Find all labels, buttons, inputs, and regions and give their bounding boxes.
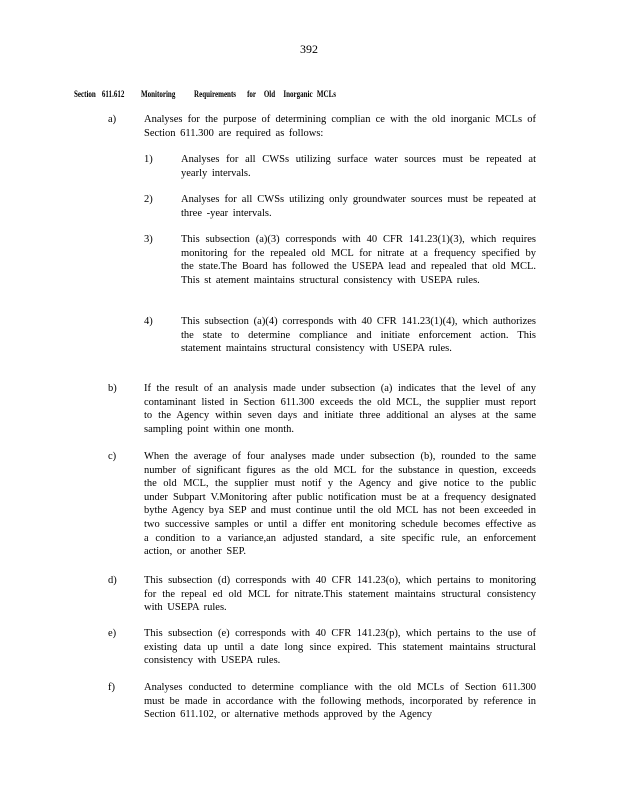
paragraph-text: Analyses for all CWSs utilizing surface water sources must be repeated at yearly intervals. (181, 154, 536, 179)
subsection-label: a) (108, 114, 117, 125)
subsection-label: f) (108, 682, 115, 693)
subsection-text: Analyses conducted to determine compliance with the old MCLs of Section 611.300 must be made in accordance with the following methods, incorporated by reference in Section 611.102, or alternative methods approved by the Agency (144, 682, 536, 721)
heading-word: for (247, 89, 257, 99)
heading-word: MCLs (316, 89, 336, 99)
paragraph-text: Analyses for all CWSs utilizing only groundwater sources must be repeated at three -year intervals. (181, 194, 536, 219)
paragraph-label: 3) (144, 234, 153, 245)
subsection-label: c) (108, 451, 117, 462)
subsection-label: b) (108, 383, 117, 394)
paragraph-label: 2) (144, 194, 153, 205)
paragraph-label: 1) (144, 154, 153, 165)
heading-word: Old (263, 89, 276, 99)
heading-section-number: 611.612 (101, 89, 125, 99)
subsection-text: When the average of four analyses made under subsection (b), rounded to the same number of significant figures as the old MCL for the substance in question, exceeds the old MCL, the supplier must notif y the Agency and give notice to the public under Subpart V.Monitoring after public notification must be at a frequency designated bythe Agency bya SEP and must continue until the old MCL has not been exceeded in two successive samples or until a differ ent monitoring schedule becomes effective as a condition to a variance,an adjusted standard, a site specific rule, an enforcement action, or another SEP. (144, 451, 536, 558)
heading-word: Inorganic (283, 89, 313, 99)
subsection-label: d) (108, 575, 117, 586)
heading-word: Monitoring (141, 89, 176, 99)
subsection-label: e) (108, 628, 117, 639)
paragraph-text: This subsection (a)(4) corresponds with 40 CFR 141.23(1)(4), which authorizes the state to determine compliance and initiate enforcement action. This statement maintains structural consistency with USEPA rules. (181, 316, 536, 355)
heading-section-word: Section (74, 89, 96, 99)
heading-word: Requirements (194, 89, 237, 99)
section-heading (74, 89, 339, 99)
paragraph-text: This subsection (a)(3) corresponds with 40 CFR 141.23(1)(3), which requires monitoring for the repealed old MCL for nitrate at a frequency specified by the state.The Board has followed the USEPA lead and repealed that old MCL. This st atement maintains structural consistency with USEPA rules. (181, 234, 536, 286)
paragraph-label: 4) (144, 316, 153, 327)
subsection-text: Analyses for the purpose of determining complian ce with the old inorganic MCLs of Section 611.300 are required as follows: (144, 114, 536, 139)
subsection-text: If the result of an analysis made under subsection (a) indicates that the level of any contaminant listed in Section 611.300 exceeds the old MCL, the supplier must report to the Agency within seven days and initiate three additional an alyses at the same sampling point within one month. (144, 383, 536, 435)
subsection-text: This subsection (d) corresponds with 40 CFR 141.23(o), which pertains to monitoring for the repeal ed old MCL for nitrate.This statement maintains structural consistency with USEPA rules. (144, 575, 536, 614)
page-number: 392 (300, 42, 318, 56)
subsection-text: This subsection (e) corresponds with 40 CFR 141.23(p), which pertains to the use of existing data up until a date long since expired. This statement maintains structural consistency with USEPA rules. (144, 628, 536, 667)
